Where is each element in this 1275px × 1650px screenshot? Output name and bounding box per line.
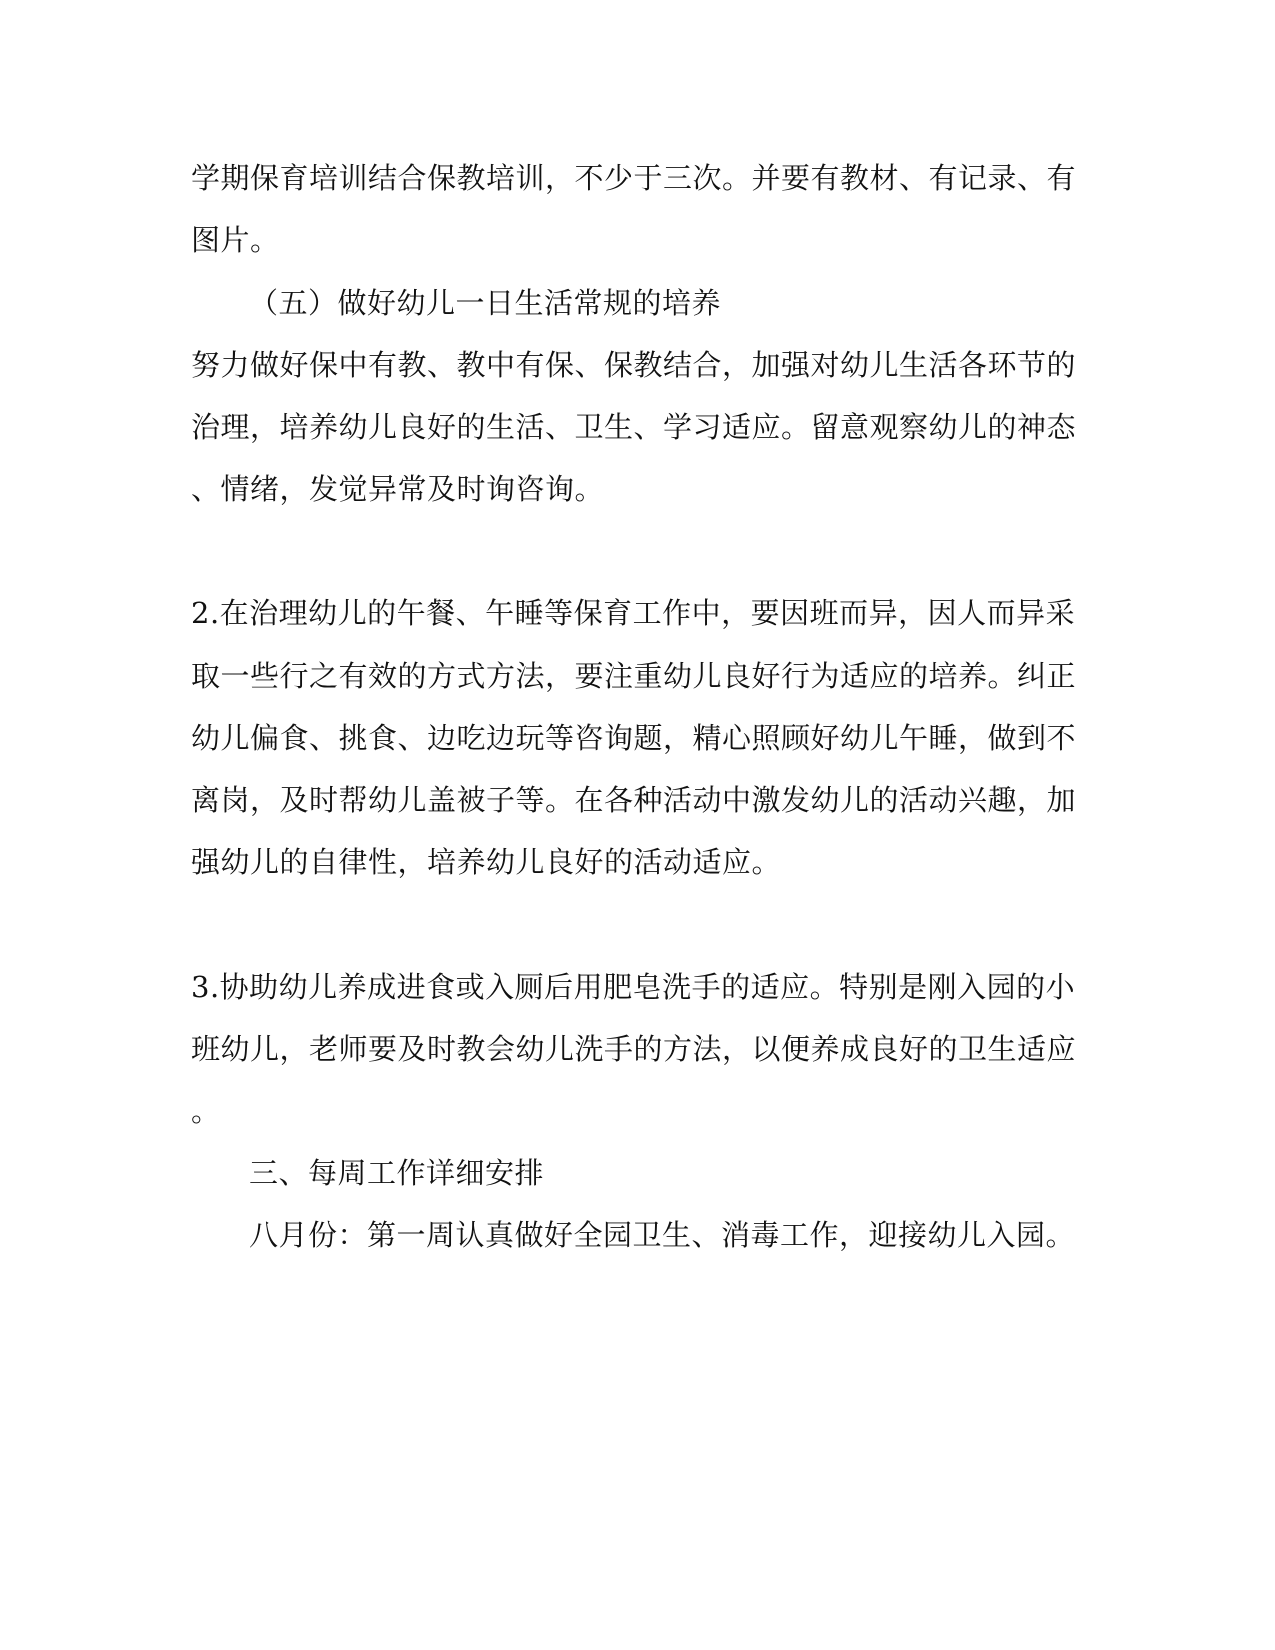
text-line: 、情绪，发觉异常及时询咨询。 [191,472,605,506]
text-line: 3.协助幼儿养成进食或入厕后用肥皂洗手的适应。特别是刚入园的小 [191,970,1076,1004]
text-line: 强幼儿的自律性，培养幼儿良好的活动适应。 [191,845,782,879]
text-line: 学期保育培训结合保教培训，不少于三次。并要有教材、有记录、有 [191,161,1077,195]
text-line: 班幼儿，老师要及时教会幼儿洗手的方法，以便养成良好的卫生适应 [191,1032,1077,1066]
text-line: 离岗，及时帮幼儿盖被子等。在各种活动中激发幼儿的活动兴趣，加 [191,783,1077,817]
text-line: 治理，培养幼儿良好的生活、卫生、学习适应。留意观察幼儿的神态 [191,410,1077,444]
section-heading: （五）做好幼儿一日生活常规的培养 [249,286,722,320]
text-line: 八月份：第一周认真做好全园卫生、消毒工作，迎接幼儿入园。 [249,1218,1076,1252]
text-line: 。 [191,1094,221,1128]
text-line: 2.在治理幼儿的午餐、午睡等保育工作中，要因班而异，因人而异采 [191,596,1076,630]
text-line: 图片。 [191,223,280,257]
text-line: 幼儿偏食、挑食、边吃边玩等咨询题，精心照顾好幼儿午睡，做到不 [191,721,1077,755]
text-line: 努力做好保中有教、教中有保、保教结合，加强对幼儿生活各环节的 [191,348,1077,382]
text-line: 取一些行之有效的方式方法，要注重幼儿良好行为适应的培养。纠正 [191,659,1077,693]
section-heading: 三、每周工作详细安排 [249,1156,545,1190]
